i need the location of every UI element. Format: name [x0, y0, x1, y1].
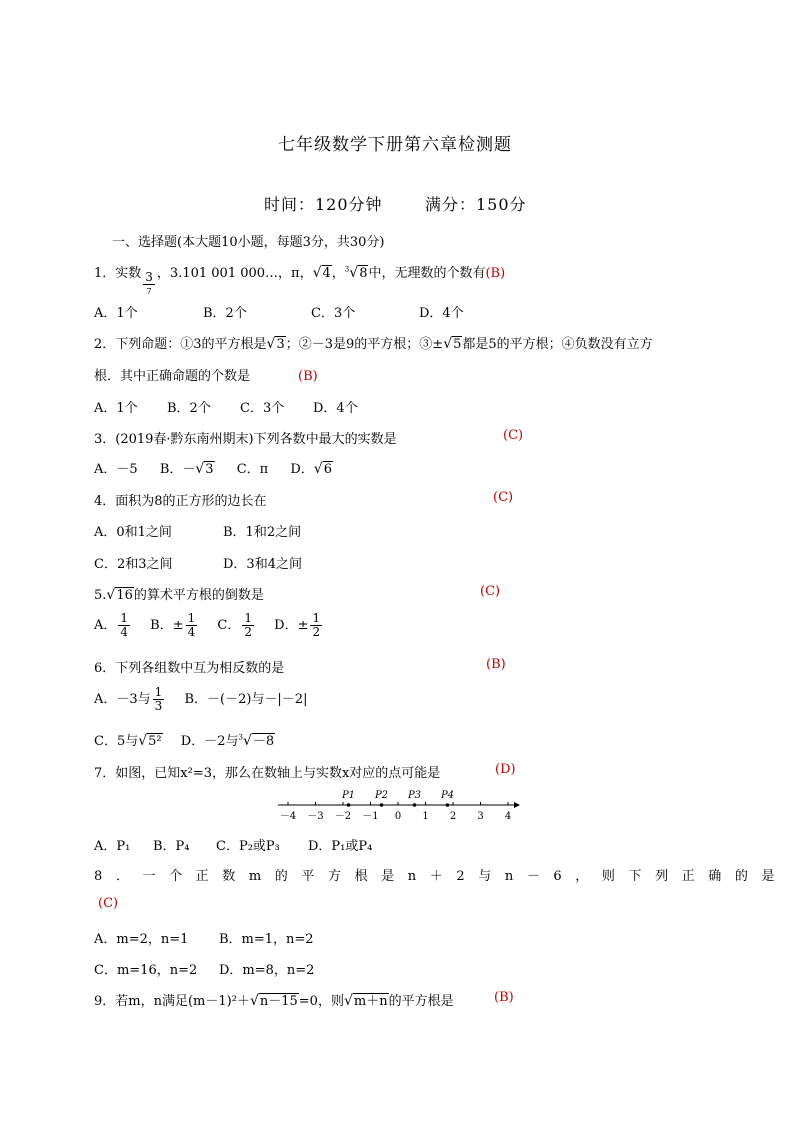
number-line-point	[413, 803, 417, 807]
q5-frac-c-den: 2	[244, 625, 252, 639]
q9-sqrt-mn: √m＋n	[343, 993, 388, 1009]
question-2	[94, 333, 653, 352]
document-title: 七年级数学下册第六章检测题	[278, 135, 512, 155]
q5-frac-c-num: 1	[244, 611, 252, 625]
q9-sqrt-mn-body: m＋n	[353, 994, 388, 1009]
number-line-point	[446, 803, 450, 807]
q5-sqrt-16: √16	[106, 587, 133, 603]
q5-frac-b	[186, 612, 198, 639]
q6-option-d: D．－2与	[180, 734, 239, 749]
q3-sqrt-6-body: 6	[323, 462, 332, 477]
q2-option-b: B．2个	[167, 401, 211, 416]
q2-option-c: C．3个	[240, 401, 285, 416]
q9-mid: =0，则	[298, 994, 344, 1009]
q3-sqrt-3-body: 3	[205, 462, 214, 477]
number-line-tick-label: 0	[394, 811, 402, 822]
q3-answer: (C)	[503, 428, 524, 443]
q5-frac-b-num: 1	[187, 611, 196, 625]
q3-sqrt-6: √6	[313, 461, 332, 477]
question-3: 3．(2019春·黔东南州期末)下列各数中最大的实数是	[94, 432, 397, 447]
question-5	[94, 584, 264, 603]
q4-option-a: A．0和1之间	[94, 525, 172, 540]
q2-sqrt-3: √3	[266, 336, 285, 352]
q7-answer: (D)	[495, 762, 516, 777]
q6-sqrt-5sq: √5²	[138, 733, 162, 749]
q1-option-d: D．4个	[419, 306, 464, 321]
q5-sqrt-16-body: 16	[116, 588, 133, 603]
q2-mid: ；②－3是9的平方根；③±	[285, 337, 444, 352]
q1-sqrt-4: √4	[312, 265, 331, 281]
question-9	[94, 990, 454, 1009]
number-line-tick-label: 4	[504, 811, 512, 822]
q1-option-a: A．1个	[94, 306, 138, 321]
q3-options	[94, 458, 333, 477]
q5-post: 的算术平方根的倒数是	[133, 588, 264, 603]
number-line-point	[347, 803, 351, 807]
q5-option-b: B．±	[150, 618, 184, 633]
q7-option-b: B．P₄	[153, 839, 190, 854]
q7-option-d: D．P₁或P₄	[308, 839, 373, 854]
q9-prefix: 9．若m，n满足(m－1)²＋	[94, 994, 250, 1009]
q4-option-d: D．3和4之间	[223, 557, 302, 572]
number-line-point-label: P1	[341, 790, 356, 801]
q2-post: 都是5的平方根；④负数没有立方	[462, 337, 653, 352]
q8-option-a: A．m=2，n=1	[94, 932, 189, 947]
q6-option-b: B．－(－2)与－|－2|	[184, 692, 308, 707]
section-heading: 一、选择题(本大题10小题，每题3分，共30分)	[112, 235, 385, 250]
q4-option-b: B．1和2之间	[223, 525, 302, 540]
q6-option-a: A．－3与	[94, 692, 151, 707]
q1-frac-den: 7	[146, 287, 152, 296]
q5-frac-d-num: 1	[312, 611, 321, 625]
number-line-arrow	[514, 802, 520, 808]
q6-options-ab	[94, 686, 307, 713]
q8-option-b: B．m=1，n=2	[219, 932, 314, 947]
q1-post: 中，无理数的个数有	[368, 266, 486, 281]
q2-sqrt-5-body: 5	[453, 337, 462, 352]
q1-mid: ，3.101 001 000…，π，	[156, 266, 313, 281]
question-7: 7．如图，已知x²=3，那么在数轴上与实数x对应的点可能是	[94, 766, 441, 781]
q5-frac-b-den: 4	[187, 625, 196, 639]
question-2-line2	[94, 365, 318, 384]
q2-option-d: D．4个	[313, 401, 358, 416]
q1-cbrt-8: √8	[349, 265, 368, 281]
question-8: 8．一个正数m的平方根是n＋2与n－6，则下列正确的是	[94, 869, 789, 884]
q5-frac-a-num: 1	[120, 611, 129, 625]
q2-sqrt-5: √5	[443, 336, 462, 352]
question-6: 6．下列各组数中互为相反数的是	[94, 661, 285, 676]
q8-option-d: D．m=8，n=2	[219, 963, 315, 978]
q6-option-c: C．5与	[94, 734, 139, 749]
q3-option-c: C．π	[236, 462, 269, 477]
q3-sqrt-3: √3	[195, 461, 214, 477]
q1-prefix: 1．实数	[94, 266, 142, 281]
q3-option-a: A．－5	[94, 462, 138, 477]
q9-post: 的平方根是	[388, 994, 454, 1009]
q1-sep: ，	[331, 266, 345, 281]
q1-fraction	[143, 271, 155, 298]
q5-frac-a	[118, 612, 130, 639]
number-line-tick-label: 2	[449, 811, 457, 822]
number-line-tick-label: －1	[362, 811, 379, 822]
q6-frac-a-num: 1	[154, 685, 163, 699]
q6-cbrt-index: 3	[238, 733, 243, 742]
q5-option-a: A．	[94, 618, 117, 633]
number-line-tick-label: 1	[422, 811, 429, 822]
q5-frac-a-den: 4	[120, 625, 129, 639]
q1-option-c: C．3个	[311, 306, 356, 321]
q6-frac-a-den: 3	[154, 699, 163, 713]
q8-answer: (C)	[98, 896, 119, 911]
q7-option-c: C．P₂或P₃	[216, 839, 280, 854]
q1-frac-num: 3	[145, 270, 153, 284]
number-line-tick-label: －4	[279, 811, 297, 822]
q7-option-a: A．P₁	[94, 839, 131, 854]
q6-frac-a	[153, 686, 165, 713]
q5-frac-d-den: 2	[312, 625, 321, 639]
q2-option-a: A．1个	[94, 401, 138, 416]
number-line-point-label: P4	[440, 790, 455, 801]
number-line-tick-label: －2	[334, 811, 352, 822]
q6-answer: (B)	[486, 657, 506, 672]
q6-sqrt-5sq-body: 5²	[148, 734, 162, 749]
q1-cbrt-index: 3	[344, 265, 350, 274]
q1-sqrt-4-body: 4	[322, 266, 331, 281]
q9-sqrt-n15: √n－15	[249, 993, 298, 1009]
q6-options-cd	[94, 730, 275, 749]
q5-prefix: 5.	[94, 588, 107, 603]
q4-answer: (C)	[493, 490, 514, 505]
q4-option-c: C．2和3之间	[94, 557, 173, 572]
q5-answer: (C)	[480, 584, 501, 599]
q5-option-d: D．±	[274, 618, 309, 633]
q2-prefix: 2．下列命题：①3的平方根是	[94, 337, 267, 352]
number-line-tick-label: 3	[477, 811, 484, 822]
q1-cbrt-8-body: 8	[359, 266, 368, 281]
number-line-point-label: P3	[407, 790, 422, 801]
q5-frac-c	[242, 612, 254, 639]
number-line-tick-label: －3	[307, 811, 324, 822]
number-line-point-label: P2	[374, 790, 389, 801]
q9-sqrt-n15-body: n－15	[259, 994, 298, 1009]
q1-option-b: B．2个	[203, 306, 247, 321]
number-line-figure	[276, 786, 520, 822]
question-1	[94, 262, 505, 298]
q3-option-b: B．－	[159, 462, 196, 477]
question-4: 4．面积为8的正方形的边长在	[94, 494, 267, 509]
q2-sqrt-3-body: 3	[276, 337, 285, 352]
exam-time: 时间：120分钟	[264, 195, 383, 214]
q5-frac-d	[310, 612, 322, 639]
exam-score: 满分：150分	[425, 195, 527, 214]
q3-option-d: D．	[290, 462, 314, 477]
q1-answer: (B)	[485, 266, 506, 281]
q5-options	[94, 612, 324, 639]
q9-answer: (B)	[494, 990, 514, 1005]
q8-option-c: C．m=16，n=2	[94, 963, 198, 978]
q2-line2-text: 根．其中正确命题的个数是	[94, 369, 251, 384]
q2-answer: (B)	[298, 369, 318, 384]
q6-cbrt-neg8: √－8	[242, 733, 275, 749]
q5-option-c: C．	[217, 618, 241, 633]
number-line-point	[380, 803, 384, 807]
q6-cbrt-neg8-body: －8	[252, 734, 275, 749]
